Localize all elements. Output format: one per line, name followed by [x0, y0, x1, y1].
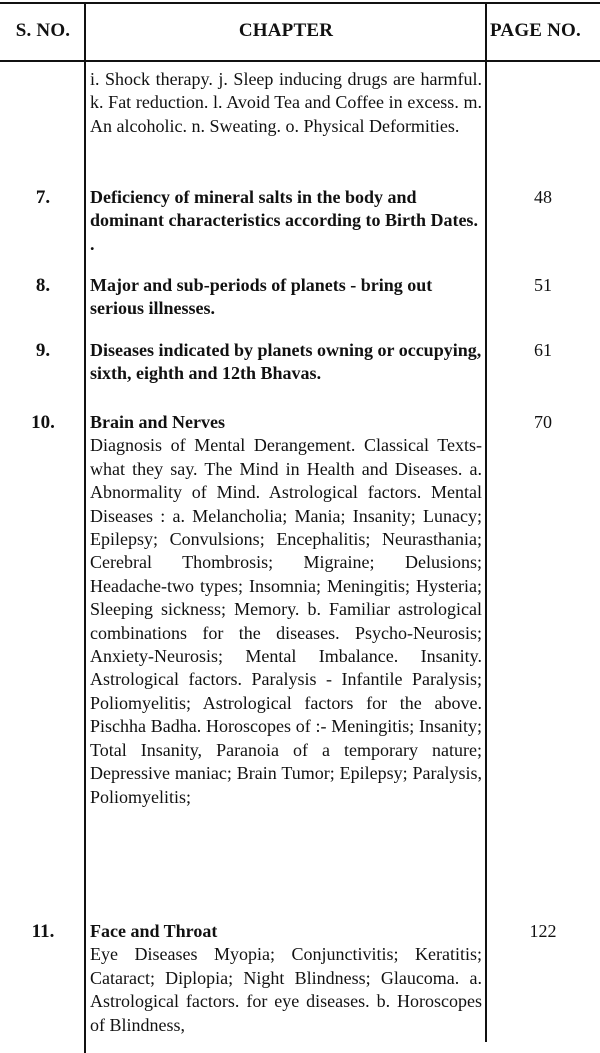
table-header [0, 0, 600, 62]
row-body: Diagnosis of Mental Derangement. Classical Texts-what they say. The Mind in Health and Diseases. a. Abnormality of Mind. Astrological factors. Mental Diseases : a. Melancholia; Mania; Insanity; Lunacy; Epilepsy; Convulsions; Encephalitis; Neurasthania; Cerebral Thombrosis; Migraine; Delusions; Headache-two types; Insomnia; Meningitis; Hysteria; Sleeping sickness; Memory. b. Familiar astrological combinations for the diseases. Psycho-Neurosis; Anxiety-Neurosis; Mental Imbalance. Insanity. Astrological factors. Paralysis - Infantile Paralysis; Poliomyelitis; Astrological factors for the above. Pischha Badha. Horoscopes of :- Meningitis; Insanity; Total Insanity, Paranoia of a temporary nature; Depressive maniac; Brain Tumor; Epilepsy; Paralysis, Poliomyelitis; [90, 435, 482, 807]
header-sno: S. NO. [15, 20, 71, 41]
column-rule-page [485, 2, 487, 1042]
row-chapter [90, 274, 482, 321]
row-sno: 9. [35, 340, 51, 361]
header-page-no: PAGE NO. [490, 20, 581, 41]
row-sno: 11. [31, 921, 55, 942]
row-chapter [90, 339, 482, 386]
row-body: Eye Diseases Myopia; Conjunctivitis; Keratitis; Cataract; Diplopia; Night Blindness; Glaucoma. a. Astrological factors. for eye diseases. b. Horoscopes of Blindness, [90, 944, 482, 1035]
row-chapter [90, 920, 482, 1037]
header-chapter: CHAPTER [238, 20, 334, 41]
row-title: Brain and Nerves [90, 412, 225, 432]
row-chapter [90, 411, 482, 809]
row-page-no: 48 [534, 187, 552, 207]
row-sno: 10. [31, 412, 55, 433]
row-chapter [90, 68, 482, 138]
header-bottom-rule [0, 60, 600, 62]
row-title: Major and sub-periods of planets - bring out serious illnesses. [90, 275, 433, 319]
row-chapter [90, 186, 482, 256]
row-title: Deficiency of mineral salts in the body and dominant characteristics according to Birth Dates. . [90, 187, 478, 254]
row-page-no: 122 [529, 921, 557, 941]
row-page-no: 51 [534, 275, 552, 295]
row-page-no: 61 [534, 340, 552, 360]
column-rule-sno [84, 2, 86, 1053]
row-title: Face and Throat [90, 921, 218, 941]
row-body: i. Shock therapy. j. Sleep inducing drugs are harmful. k. Fat reduction. l. Avoid Tea and Coffee in excess. m. An alcoholic. n. Sweating. o. Physical Deformities. [90, 69, 482, 136]
row-sno: 7. [35, 187, 51, 208]
row-sno: 8. [35, 275, 51, 296]
row-title: Diseases indicated by planets owning or occupying, sixth, eighth and 12th Bhavas. [90, 340, 482, 384]
row-page-no: 70 [534, 412, 552, 432]
